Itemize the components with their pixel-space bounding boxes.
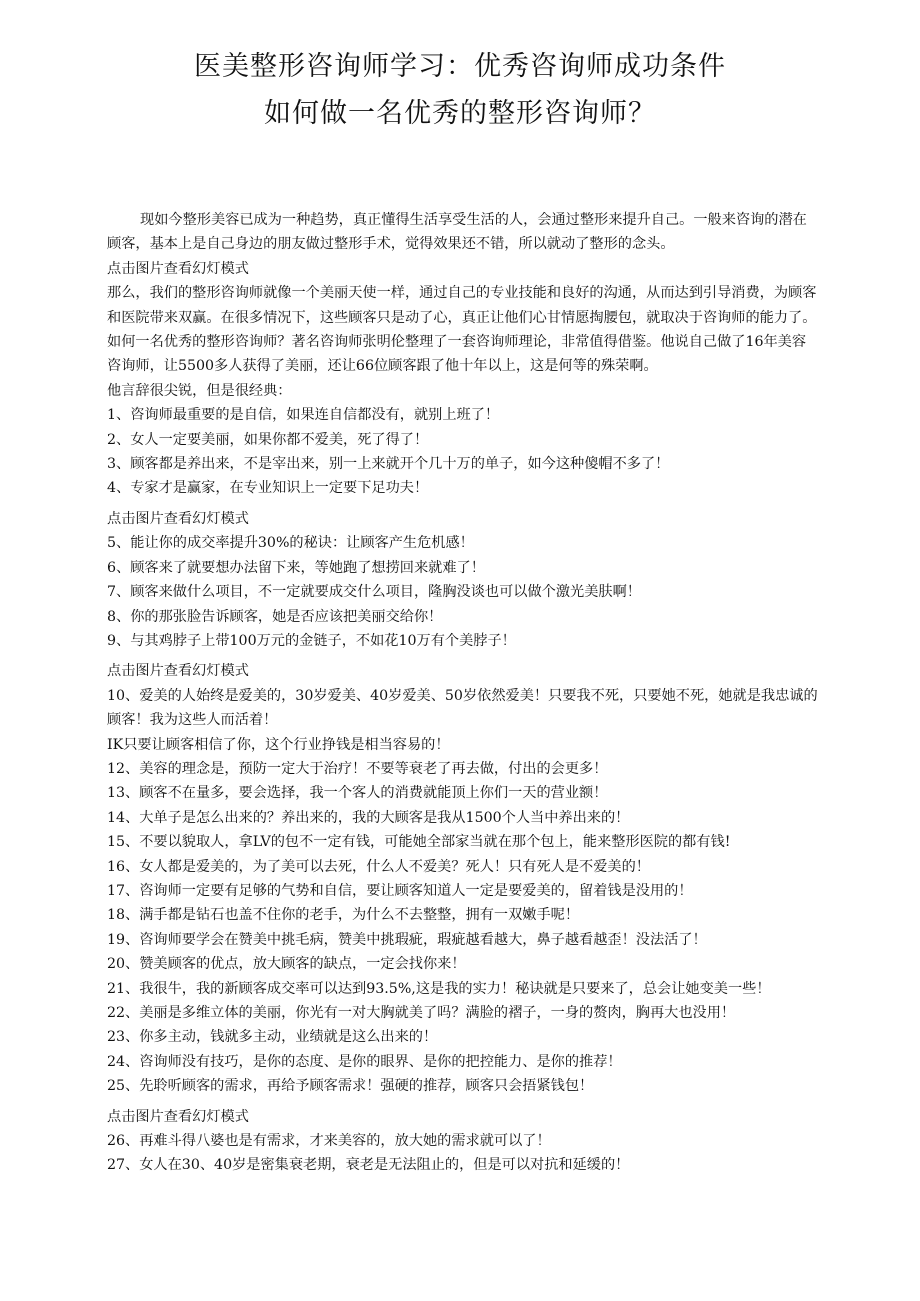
- list-item: 25、先聆听顾客的需求，再给予顾客需求！强硬的推荐，顾客只会捂紧钱包！: [107, 1078, 594, 1095]
- list-item: 3、顾客都是养出来，不是宰出来，别一上来就开个几十万的单子，如今这种傻帽不多了！: [107, 456, 670, 473]
- list-item: 27、女人在30、40岁是密集衰老期，衰老是无法阻止的，但是可以对抗和延缓的！: [107, 1157, 630, 1174]
- list-item: 19、咨询师要学会在赞美中挑毛病，赞美中挑瑕疵，瑕疵越看越大，鼻子越看越歪！没法活了！: [107, 931, 707, 948]
- list-item: 16、女人都是爱美的，为了美可以去死，什么人不爱美？死人！只有死人是不爱美的！: [107, 858, 650, 875]
- list-item: 6、顾客来了就要想办法留下来，等她跑了想捞回来就难了！: [107, 559, 485, 576]
- list-item: 8、你的那张脸告诉顾客，她是否应该把美丽交给你！: [107, 608, 443, 625]
- list-item: 14、大单子是怎么出来的？养出来的，我的大顾客是我从1500个人当中养出来的！: [107, 809, 630, 826]
- paragraph: 如何一名优秀的整形咨询师？著名咨询师张明伦整理了一套咨询师理论，非常值得借鉴。他说自己做了16年美容咨询师，让5500多人获得了美丽，还让66位顾客跟了他十年以上，这是何等的殊荣啊。: [107, 334, 807, 375]
- slide-mode-link[interactable]: 点击图片查看幻灯模式: [107, 663, 249, 680]
- list-item: 18、满手都是钻石也盖不住你的老手，为什么不去整整，拥有一双嫩手呢！: [107, 907, 580, 924]
- slide-mode-link[interactable]: 点击图片查看幻灯模式: [107, 510, 249, 527]
- list-item: IK只要让顾客相信了你，这个行业挣钱是相当容易的！: [107, 736, 450, 753]
- paragraph: 他言辞很尖锐，但是很经典：: [107, 382, 292, 399]
- list-item: 21、我很牛，我的新顾客成交率可以达到93.5%,这是我的实力！秘诀就是只要来了，总会让她变美一些！: [107, 980, 771, 997]
- list-item: 23、你多主动，钱就多主动，业绩就是这么出来的！: [107, 1029, 438, 1046]
- list-item: 7、顾客来做什么项目，不一定就要成交什么项目，隆胸没谈也可以做个激光美肤啊！: [107, 584, 641, 601]
- paragraph: 那么，我们的整形咨询师就像一个美丽天使一样，通过自己的专业技能和良好的沟通，从而达到引导消费，为顾客和医院带来双赢。在很多情况下，这些顾客只是动了心，真正让他们心甘情愿掏腰包，就取决于咨询师的能力了。: [107, 285, 817, 326]
- list-item: 24、咨询师没有技巧，是你的态度、是你的眼界、是你的把控能力、是你的推荐！: [107, 1053, 622, 1070]
- article-body: [107, 208, 819, 1178]
- title-line-2: 如何做一名优秀的整形咨询师？: [264, 98, 656, 129]
- list-item: 5、能让你的成交率提升30%的秘诀：让顾客产生危机感！: [107, 535, 474, 552]
- list-item: 13、顾客不在量多，要会选择，我一个客人的消费就能顶上你们一天的营业额！: [107, 785, 608, 802]
- list-item: 12、美容的理念是，预防一定大于治疗！不要等衰老了再去做，付出的会更多！: [107, 760, 608, 777]
- list-item: 26、再难斗得八婆也是有需求，才来美容的，放大她的需求就可以了！: [107, 1133, 551, 1150]
- list-item: 17、咨询师一定要有足够的气势和自信，要让顾客知道人一定是要爱美的，留着钱是没用的！: [107, 882, 693, 899]
- list-item: 20、赞美顾客的优点，放大顾客的缺点，一定会找你来！: [107, 956, 466, 973]
- list-item: 10、爱美的人始终是爱美的，30岁爱美、40岁爱美、50岁依然爱美！只要我不死，只要她不死，她就是我忠诚的顾客！我为这些人而活着！: [107, 687, 818, 729]
- list-item: 15、不要以貌取人，拿LV的包不一定有钱，可能她全部家当就在那个包上，能来整形医院的都有钱!: [107, 834, 731, 851]
- title-line-1: 医美整形咨询师学习：优秀咨询师成功条件: [194, 51, 726, 82]
- slide-mode-link[interactable]: 点击图片查看幻灯模式: [107, 1108, 249, 1125]
- list-item: 4、专家才是赢家，在专业知识上一定要下足功夫！: [107, 480, 429, 497]
- intro-paragraph: 现如今整形美容已成为一种趋势，真正懂得生活享受生活的人，会通过整形来提升自己。一般来咨询的潜在顾客，基本上是自己身边的朋友做过整形手术，觉得效果还不错，所以就动了整形的念头。: [107, 212, 807, 253]
- list-item: 22、美丽是多维立体的美丽，你光有一对大胸就美了吗？满脸的褶子，一身的赘肉，胸再大也没用！: [107, 1005, 736, 1021]
- slide-mode-link[interactable]: 点击图片查看幻灯模式: [107, 260, 249, 277]
- list-item: 9、与其鸡脖子上带100万元的金链子，不如花10万有个美脖子！: [107, 632, 516, 649]
- list-item: 2、女人一定要美丽，如果你都不爱美，死了得了！: [107, 431, 429, 448]
- list-item: 1、咨询师最重要的是自信，如果连自信都没有，就别上班了！: [107, 407, 500, 424]
